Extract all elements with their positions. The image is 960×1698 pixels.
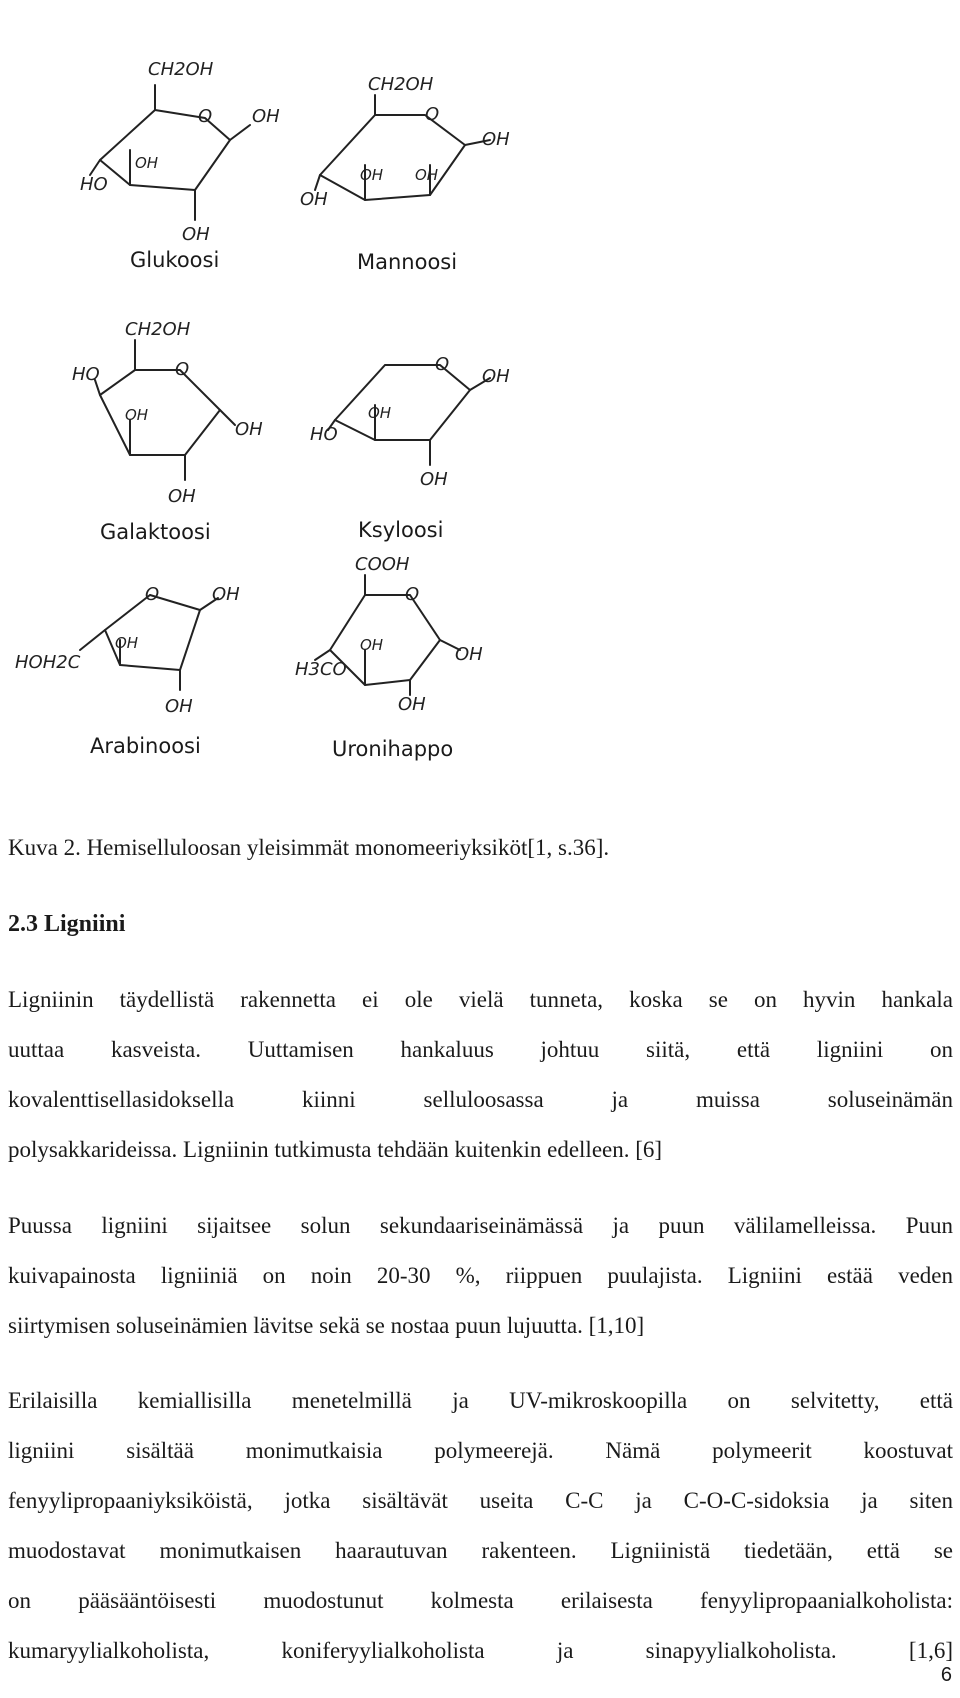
svg-text:OH: OH xyxy=(168,486,196,507)
svg-text:O: O xyxy=(425,104,440,125)
glucose-label: Glukoosi xyxy=(130,248,220,272)
paragraph-1: Ligniinin täydellistä rakennetta ei ole vielä tunneta, koska se on hyvin hankala uuttaa kasveista. Uuttamisen hankaluus johtuu siitä, että ligniini on kovalenttisellasidoksella kiinni selluloosassa ja muissa soluseinämän polysakkarideissa. Ligniinin tutkimusta tehdään kuitenkin edelleen. [6] xyxy=(8,987,953,1162)
svg-text:O: O xyxy=(405,584,420,605)
xylose-structure xyxy=(310,354,510,490)
svg-text:OH: OH xyxy=(398,694,426,715)
svg-text:OH: OH xyxy=(115,634,139,652)
svg-text:CH2OH: CH2OH xyxy=(368,74,434,95)
arabinose-structure xyxy=(15,584,240,717)
svg-text:OH: OH xyxy=(212,584,240,605)
page-number: 6 xyxy=(940,1664,952,1686)
mannose-structure xyxy=(300,74,510,210)
galactose-label: Galaktoosi xyxy=(100,520,211,544)
svg-text:OH: OH xyxy=(125,406,149,424)
svg-text:CH2OH: CH2OH xyxy=(125,319,191,340)
svg-text:OH: OH xyxy=(235,419,263,440)
svg-text:OH: OH xyxy=(482,129,510,150)
svg-text:OH: OH xyxy=(482,366,510,387)
svg-text:HO: HO xyxy=(310,424,338,445)
uronic-acid-structure xyxy=(295,554,483,715)
svg-text:CH2OH: CH2OH xyxy=(148,59,214,80)
svg-text:OH: OH xyxy=(135,154,159,172)
svg-text:OH: OH xyxy=(360,636,384,654)
svg-text:H3CO: H3CO xyxy=(295,659,347,680)
svg-text:OH: OH xyxy=(420,469,448,490)
section-heading: 2.3 Ligniini xyxy=(8,911,126,937)
svg-text:OH: OH xyxy=(415,166,439,184)
mannose-label: Mannoosi xyxy=(357,250,458,274)
svg-text:OH: OH xyxy=(165,696,193,717)
hemicellulose-monomers-figure xyxy=(0,0,960,790)
svg-text:OH: OH xyxy=(182,224,210,245)
glucose-structure xyxy=(80,59,280,245)
svg-text:COOH: COOH xyxy=(355,554,410,575)
svg-text:OH: OH xyxy=(252,106,280,127)
svg-text:OH: OH xyxy=(455,644,483,665)
paragraph-3: Erilaisilla kemiallisilla menetelmillä ja UV-mikroskoopilla on selvitetty, että ligniini sisältää monimutkaisia polymeerejä. Nämä polymeerit koostuvat fenyylipropaaniyksiköistä, jotka sisältävät useita C-C ja C-O-C-sidoksia ja siten muodostavat monimutkaisen haarautuvan rakenteen. Ligniinistä tiedetään, että se on pääsääntöisesti muodostunut kolmesta erilaisesta fenyylipropaanialkoholista: kumaryylialkoholista, koniferyylialkoholista ja sinapyylialkoholista. [1,6] xyxy=(8,1388,953,1663)
svg-text:O: O xyxy=(435,354,450,375)
figure-caption: Kuva 2. Hemiselluloosan yleisimmät monomeeriyksiköt[1, s.36]. xyxy=(8,835,610,860)
svg-text:HOH2C: HOH2C xyxy=(15,652,81,673)
svg-text:HO: HO xyxy=(80,174,108,195)
svg-text:OH: OH xyxy=(360,166,384,184)
paragraph-2: Puussa ligniini sijaitsee solun sekundaariseinämässä ja puun välilamelleissa. Puun kuivapainosta ligniiniä on noin 20-30 %, riippuen puulajista. Ligniini estää veden siirtymisen soluseinämien lävitse sekä se nostaa puun lujuutta. [1,10] xyxy=(8,1213,953,1338)
uronic-acid-label: Uronihappo xyxy=(332,737,454,761)
xylose-label: Ksyloosi xyxy=(358,518,444,542)
svg-text:HO: HO xyxy=(72,364,100,385)
svg-text:O: O xyxy=(198,106,213,127)
galactose-structure xyxy=(72,319,263,507)
svg-text:OH: OH xyxy=(300,189,328,210)
svg-text:OH: OH xyxy=(368,404,392,422)
svg-text:O: O xyxy=(175,359,190,380)
arabinose-label: Arabinoosi xyxy=(90,734,201,758)
svg-text:O: O xyxy=(145,584,160,605)
